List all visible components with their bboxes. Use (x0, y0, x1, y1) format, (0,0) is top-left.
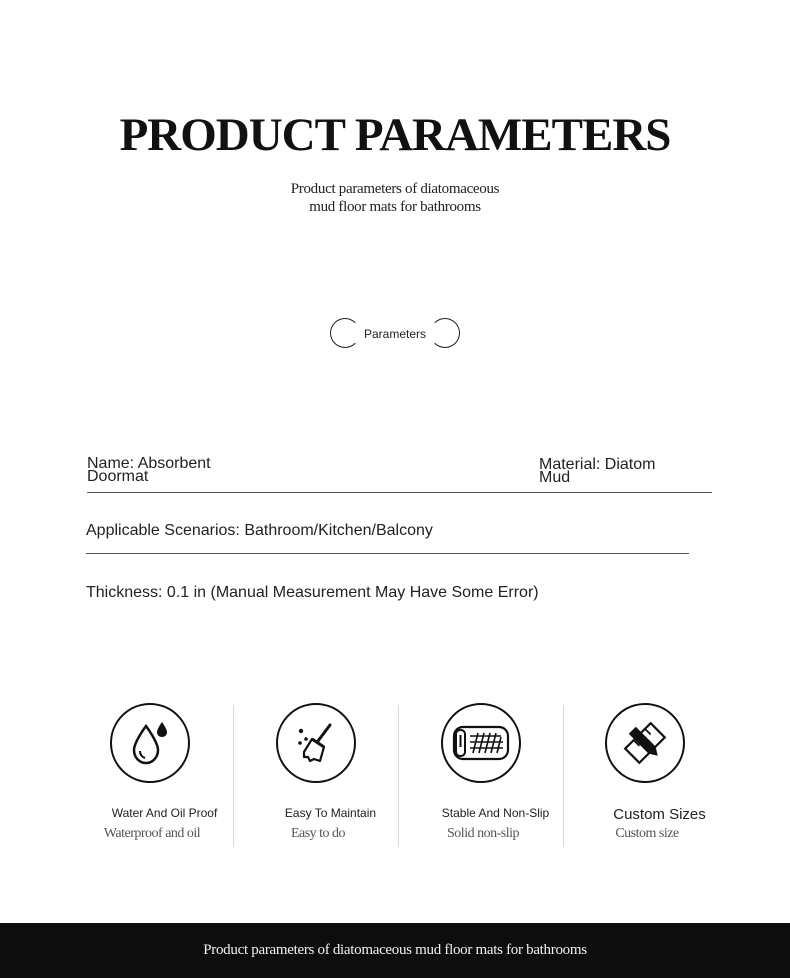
param-name: Name: Absorbent Doormat (87, 455, 211, 485)
page-title: PRODUCT PARAMETERS (119, 109, 671, 161)
water-drop-icon (110, 703, 190, 783)
feature-divider (563, 705, 564, 847)
broom-icon (276, 703, 356, 783)
feature-divider (398, 705, 399, 847)
feature-label: Stable And Non-Slip (441, 806, 550, 820)
param-thickness: Thickness: 0.1 in (Manual Measurement May Have Some Error) (86, 584, 539, 601)
divider-line (86, 553, 689, 554)
feature-divider (233, 705, 234, 847)
feature-label: Custom Sizes (613, 806, 706, 823)
feature-item-maintain (238, 700, 403, 850)
feature-sub: Easy to do (290, 826, 346, 841)
feature-sub: Solid non-slip (447, 826, 519, 841)
divider-line (87, 492, 712, 493)
feature-label: Water And Oil Proof (111, 806, 218, 820)
feature-item-waterproof (72, 700, 237, 850)
param-material: Material: Diatom Mud (539, 456, 656, 486)
feature-item-nonslip (403, 700, 568, 850)
feature-sub: Waterproof and oil (103, 826, 201, 841)
mat-icon (441, 703, 521, 783)
pencil-ruler-icon (605, 703, 685, 783)
parameters-label: Parameters (363, 327, 427, 341)
footer-banner: Product parameters of diatomaceous mud floor mats for bathrooms (0, 923, 790, 978)
feature-list (70, 700, 730, 850)
feature-item-custom (567, 700, 732, 850)
page-subtitle (0, 180, 790, 216)
feature-sub: Custom size (615, 826, 679, 841)
parameters-section-tag (328, 316, 462, 352)
subtitle-line-1: Product parameters of diatomaceous (290, 181, 500, 197)
subtitle-line-2: mud floor mats for bathrooms (309, 199, 481, 215)
feature-label: Easy To Maintain (284, 806, 377, 820)
param-scenarios: Applicable Scenarios: Bathroom/Kitchen/Balcony (86, 522, 433, 539)
